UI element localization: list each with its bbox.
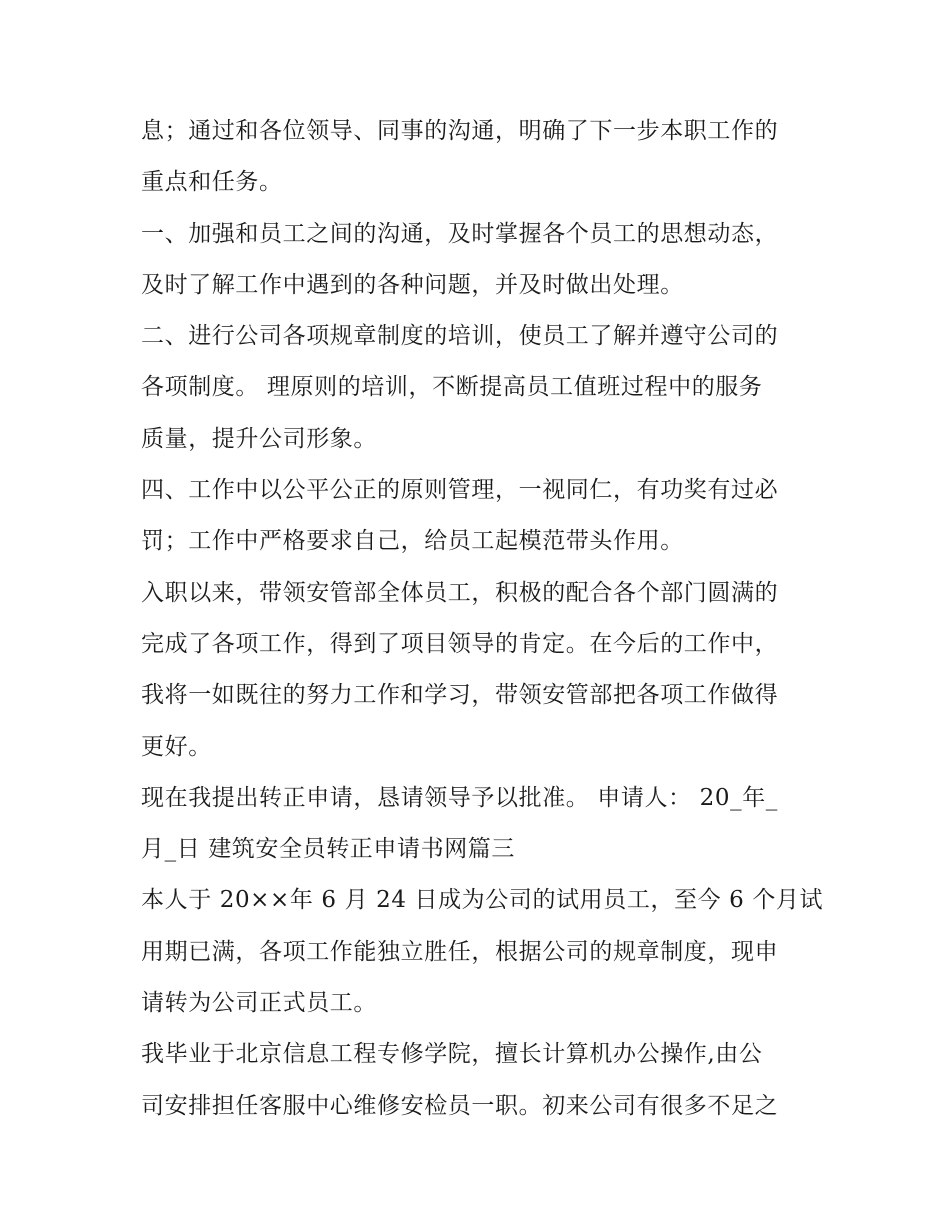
- text-line: 完成了各项工作，得到了项目领导的肯定。在今后的工作中，: [141, 630, 779, 657]
- text-line: 我毕业于北京信息工程专修学院，擅长计算机办公操作,由公: [141, 1041, 763, 1068]
- text-line: 一、加强和员工之间的沟通，及时掌握各个员工的思想动态，: [141, 220, 779, 247]
- text-line: 用期已满，各项工作能独立胜任，根据公司的规章制度，现申: [141, 938, 779, 965]
- document-body: [141, 106, 824, 1132]
- text-line: 月_日 建筑安全员转正申请书网篇三: [141, 836, 516, 863]
- text-line: 入职以来，带领安管部全体员工，积极的配合各个部门圆满的: [141, 579, 779, 606]
- text-line: 本人于 20××年 6 月 24 日成为公司的试用员工，至今 6 个月试: [141, 887, 824, 914]
- text-line: 现在我提出转正申请，恳请领导予以批准。 申请人： 20_年_: [141, 784, 778, 811]
- text-line: 四、工作中以公平公正的原则管理，一视同仁，有功奖有过必: [141, 477, 779, 504]
- text-line: 及时了解工作中遇到的各种问题，并及时做出处理。: [141, 271, 684, 298]
- text-line: 质量，提升公司形象。: [141, 425, 377, 452]
- text-line: 罚；工作中严格要求自己，给员工起模范带头作用。: [141, 528, 684, 555]
- text-line: 请转为公司正式员工。: [141, 990, 377, 1017]
- text-line: 我将一如既往的努力工作和学习，带领安管部把各项工作做得: [141, 682, 779, 709]
- text-line: 司安排担任客服中心维修安检员一职。初来公司有很多不足之: [141, 1092, 779, 1119]
- text-line: 重点和任务。: [141, 169, 283, 196]
- text-line: 各项制度。 理原则的培训，不断提高员工值班过程中的服务: [141, 374, 763, 401]
- text-line: 二、进行公司各项规章制度的培训，使员工了解并遵守公司的: [141, 323, 779, 350]
- text-line: 息；通过和各位领导、同事的沟通，明确了下一步本职工作的: [141, 118, 779, 144]
- text-line: 更好。: [141, 733, 212, 760]
